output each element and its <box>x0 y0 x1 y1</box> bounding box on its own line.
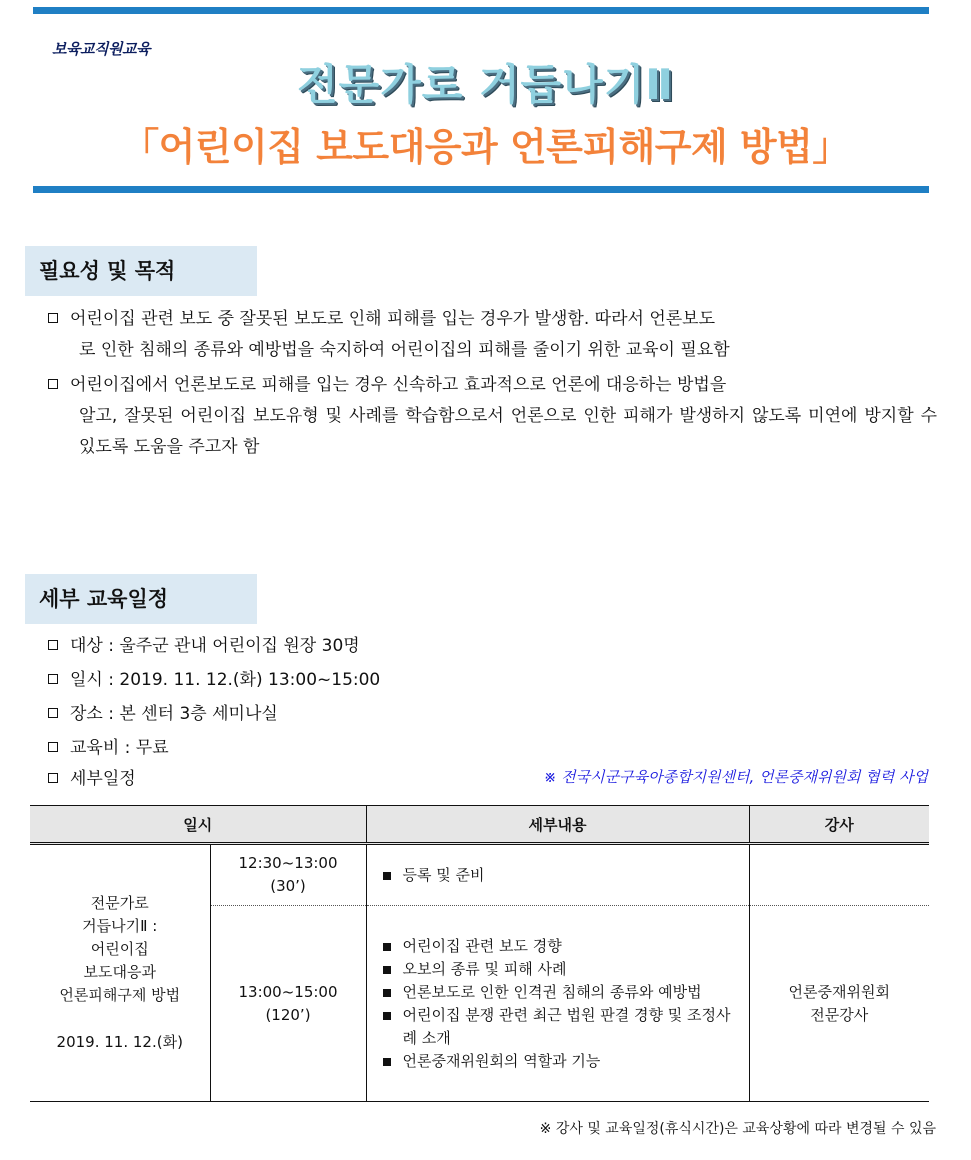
header-content: 세부내용 <box>366 806 749 844</box>
list-item: 언론중재위원회의 역할과 기능 <box>381 1050 735 1073</box>
session-title-line: 거듭나기Ⅱ : <box>82 917 158 935</box>
purpose-bullet-continuation: 알고, 잘못된 어린이집 보도유형 및 사례를 학습함으로서 언론으로 인한 피해가 발생하지 않도록 미연에 방지할 수 있도록 도움을 주고자 함 <box>79 406 937 457</box>
purpose-bullet: 어린이집 관련 보도 중 잘못된 보도로 인해 피해를 입는 경우가 발생함. 따라서 언론보도 <box>48 304 938 335</box>
section-heading-purpose: 필요성 및 목적 <box>25 246 257 296</box>
list-item: 오보의 종류 및 피해 사례 <box>381 958 735 981</box>
content-cell <box>366 844 749 906</box>
checkbox-bullet-icon <box>48 674 58 684</box>
header-instructor: 강사 <box>749 806 929 844</box>
checkbox-bullet-icon <box>48 742 58 752</box>
session-title-line: 어린이집 <box>90 940 149 958</box>
session-cell <box>30 844 210 1102</box>
time-cell: 13:00~15:00 (120’) <box>210 906 366 1102</box>
footnote: ※ 강사 및 교육일정(휴식시간)은 교육상황에 따라 변경될 수 있음 <box>539 1121 936 1137</box>
content-cell <box>366 906 749 1102</box>
schedule-info-item: 장소 : 본 센터 3층 세미나실 <box>48 701 278 727</box>
session-title-line: 보도대응과 <box>83 963 156 981</box>
top-rule <box>33 7 929 14</box>
brand-logo-text: 보육교직원교육 <box>52 40 150 58</box>
checkbox-bullet-icon <box>48 640 58 650</box>
list-item: 등록 및 준비 <box>381 864 735 887</box>
schedule-table <box>30 805 929 1102</box>
list-item: 어린이집 관련 보도 경향 <box>381 935 735 958</box>
section-heading-schedule: 세부 교육일정 <box>25 574 257 624</box>
session-date: 2019. 11. 12.(화) <box>56 1033 183 1051</box>
page-subtitle: 「어린이집 보도대응과 언론피해구제 방법」 <box>121 125 850 169</box>
cooperation-note: ※ 전국시군구육아종합지원센터, 언론중재위원회 협력 사업 <box>543 768 928 786</box>
header-datetime: 일시 <box>30 806 366 844</box>
table-header-row <box>30 806 929 844</box>
list-item: 어린이집 분쟁 관련 최근 법원 판결 경향 및 조정사례 소개 <box>381 1004 735 1050</box>
checkbox-bullet-icon <box>48 313 58 323</box>
list-item: 언론보도로 인한 인격권 침해의 종류와 예방법 <box>381 981 735 1004</box>
page-title: 전문가로 거듭나기Ⅱ <box>297 60 674 109</box>
checkbox-bullet-icon <box>48 379 58 389</box>
bottom-rule <box>33 186 929 193</box>
session-title-line: 전문가로 <box>90 894 149 912</box>
session-title-line: 언론피해구제 방법 <box>59 986 181 1004</box>
schedule-info-item: 교육비 : 무료 <box>48 735 169 761</box>
schedule-info-item: 일시 : 2019. 11. 12.(화) 13:00~15:00 <box>48 667 380 693</box>
checkbox-bullet-icon <box>48 708 58 718</box>
purpose-bullet: 어린이집에서 언론보도로 피해를 입는 경우 신속하고 효과적으로 언론에 대응하는 방법을 <box>48 370 938 401</box>
instructor-cell <box>749 844 929 906</box>
table-row <box>30 844 929 906</box>
time-cell: 12:30~13:00 (30’) <box>210 844 366 906</box>
instructor-cell: 언론중재위원회 전문강사 <box>749 906 929 1102</box>
schedule-info-item: 세부일정 <box>48 766 136 792</box>
purpose-bullet-continuation: 로 인한 침해의 종류와 예방법을 숙지하여 어린이집의 피해를 줄이기 위한 교육이 필요함 <box>79 340 730 360</box>
schedule-info-item: 대상 : 울주군 관내 어린이집 원장 30명 <box>48 633 360 659</box>
